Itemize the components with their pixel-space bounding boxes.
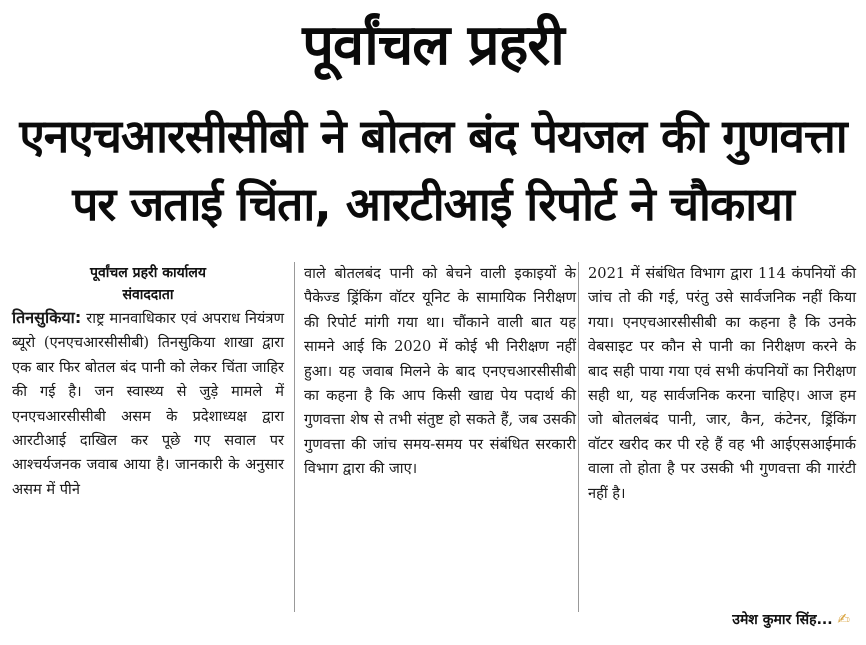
column-divider — [578, 262, 579, 612]
byline-role: संवाददाता — [122, 287, 174, 303]
article-column-1 — [12, 262, 284, 502]
article-body-col1: राष्ट्र मानवाधिकार एवं अपराध नियंत्रण ब्यूरो (एनएचआरसीसीबी) तिनसुकिया शाखा द्वारा एक बार फिर बोतल बंद पानी को लेकर चिंता जाहिर की गई है। जन स्वास्थ्य से जुड़े मामले में एनएचआरसीसीबी असम के प्रदेशाध्यक्ष द्वारा आरटीआई दाखिल कर पूछे गए सवाल पर आश्चर्यजनक जवाब आया है। जानकारी के अनुसार असम में पीने — [12, 310, 284, 498]
article-body-col3: 2021 में संबंधित विभाग द्वारा 114 कंपनियों की जांच तो की गई, परंतु उसे सार्वजनिक नहीं किया गया। एनएचआरसीसीबी का कहना है कि उनके वेबसाइट पर कौन से पानी का निरीक्षण करने के बाद सही पाया गया एवं सभी कंपनियों का निरीक्षण सही था, यह सार्वजनिक करना चाहिए। आज हम जो बोतलबंद पानी, जार, कैन, कंटेनर, ड्रिंकिंग वॉटर खरीद कर पी रहे हैं वह भी आईएसआईमार्क वाला तो होता है पर उसकी भी गुणवत्ता की गारंटी नहीं है। — [588, 265, 856, 502]
writing-hand-icon: ✍ — [837, 610, 850, 628]
article-body-col2: वाले बोतलबंद पानी को बेचने वाली इकाइयों के पैकेज्ड ड्रिंकिंग वॉटर यूनिट के सामायिक निरीक्षण की रिपोर्ट मांगी गया था। चौंकाने वाली बात यह सामने आई कि 2020 में कोई भी निरीक्षण नहीं हुआ। यह जवाब मिलने के बाद एनएचआरसीसीबी का कहना है कि आप किसी खाद्य पेय पदार्थ की गुणवत्ता शेष से तभी संतुष्ट हो सकते हैं, जब उसकी गुणवत्ता की जांच समय-समय पर संबंधित सरकारी विभाग द्वारा की जाए। — [304, 265, 576, 478]
author-signature — [732, 610, 850, 629]
dateline: तिनसुकिया: — [12, 308, 82, 327]
article-column-2 — [304, 262, 576, 482]
signature-text: उमेश कुमार सिंह... — [732, 612, 833, 628]
newspaper-masthead: पूर्वांचल प्रहरी — [302, 13, 564, 78]
column-divider — [294, 262, 295, 612]
byline-office: पूर्वांचल प्रहरी कार्यालय — [90, 265, 206, 281]
article-column-3 — [588, 262, 856, 506]
article-headline: एनएचआरसीसीबी ने बोतल बंद पेयजल की गुणवत्ता पर जताई चिंता, आरटीआई रिपोर्ट ने चौकाया — [19, 109, 847, 231]
